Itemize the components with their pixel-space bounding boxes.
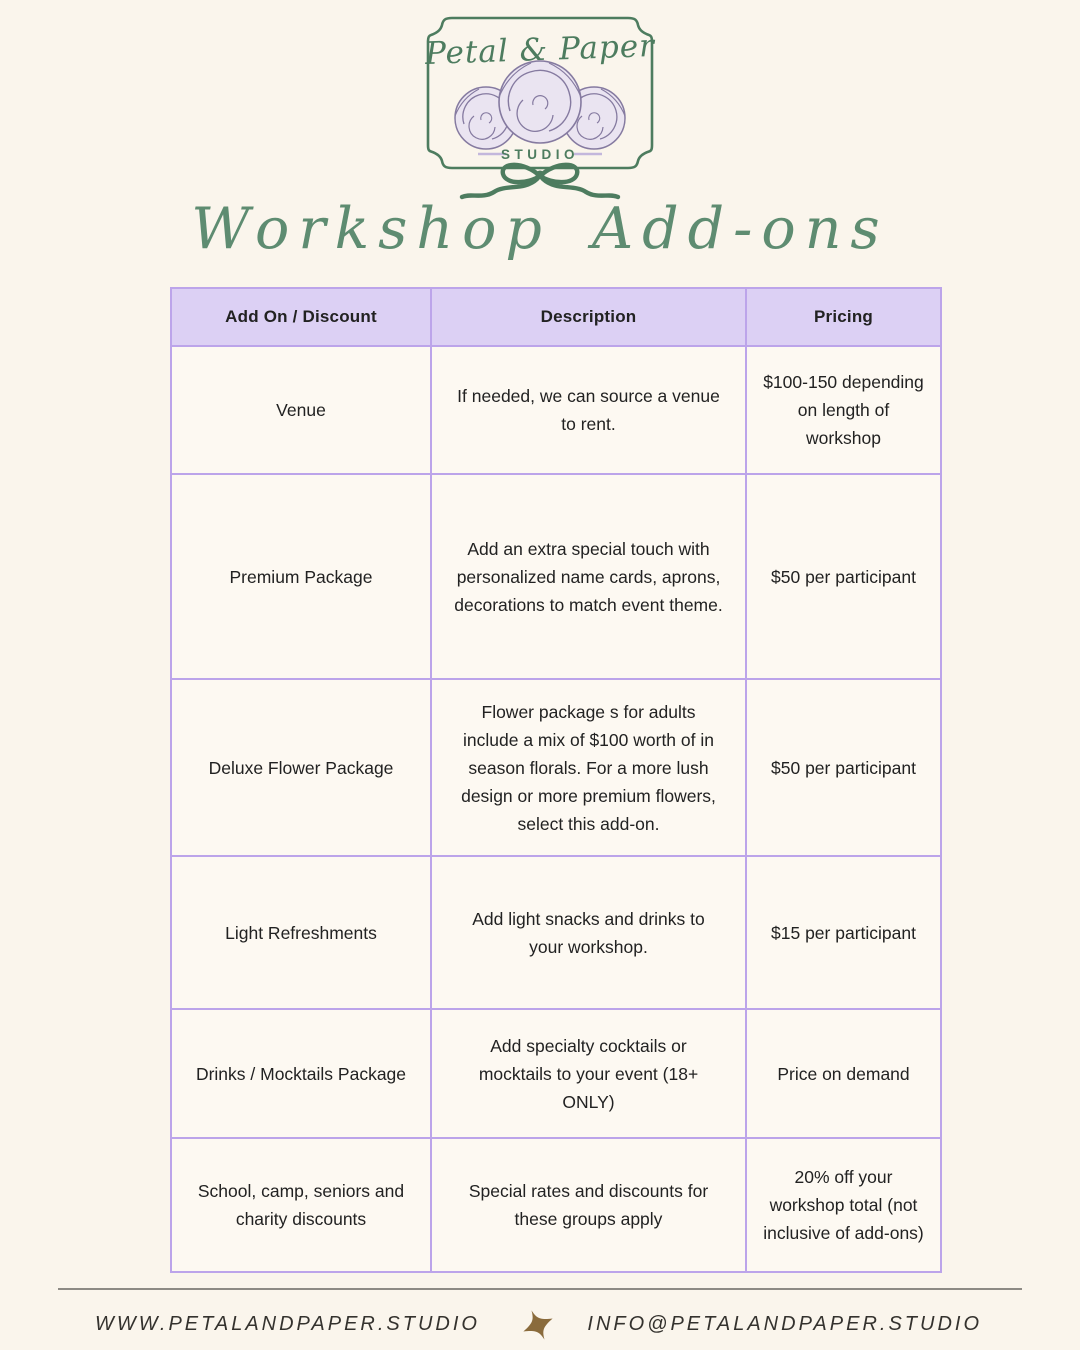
brand-name: Petal & Paper [424, 27, 656, 73]
bow-icon [462, 165, 618, 197]
cell-description: Flower package s for adults include a mix of $100 worth of in season florals. For a more lush design or more premium flowers, select this add-on. [431, 679, 746, 856]
cell-pricing: $50 per participant [746, 679, 941, 856]
table-row [171, 1138, 941, 1272]
cell-description: Add specialty cocktails or mocktails to your event (18+ ONLY) [431, 1009, 746, 1138]
cell-pricing: $100-150 depending on length of workshop [746, 346, 941, 474]
cell-description: Add light snacks and drinks to your workshop. [431, 856, 746, 1009]
cell-addon: Drinks / Mocktails Package [171, 1009, 431, 1138]
table-row [171, 856, 941, 1009]
cell-pricing: 20% off your workshop total (not inclusive of add-ons) [746, 1138, 941, 1272]
table-header-row [171, 288, 941, 346]
header-pricing: Pricing [746, 288, 941, 346]
studio-label: STUDIO [500, 147, 580, 162]
website-url: WWW.PETALANDPAPER.STUDIO [95, 1313, 480, 1335]
table-row [171, 346, 941, 474]
cell-description: Add an extra special touch with personalized name cards, aprons, decorations to match event theme. [431, 474, 746, 679]
cell-pricing: $15 per participant [746, 856, 941, 1009]
contact-email: INFO@PETALANDPAPER.STUDIO [587, 1313, 982, 1335]
cell-description: If needed, we can source a venue to rent. [431, 346, 746, 474]
cell-pricing: $50 per participant [746, 474, 941, 679]
addons-pricing-table [170, 287, 942, 1273]
cell-description: Special rates and discounts for these groups apply [431, 1138, 746, 1272]
cell-pricing: Price on demand [746, 1009, 941, 1138]
table-row [171, 679, 941, 856]
footer-divider [58, 1288, 1022, 1290]
cell-addon: Premium Package [171, 474, 431, 679]
roses-illustration [455, 61, 625, 149]
table-row [171, 474, 941, 679]
header-description: Description [431, 288, 746, 346]
cell-addon: Venue [171, 346, 431, 474]
table-row [171, 1009, 941, 1138]
page-title: Workshop Add-ons [191, 196, 889, 262]
sparkle-star-icon [522, 1309, 554, 1341]
header-addon: Add On / Discount [171, 288, 431, 346]
logo [420, 10, 660, 210]
cell-addon: Light Refreshments [171, 856, 431, 1009]
cell-addon: School, camp, seniors and charity discounts [171, 1138, 431, 1272]
cell-addon: Deluxe Flower Package [171, 679, 431, 856]
footer [0, 1303, 1080, 1350]
